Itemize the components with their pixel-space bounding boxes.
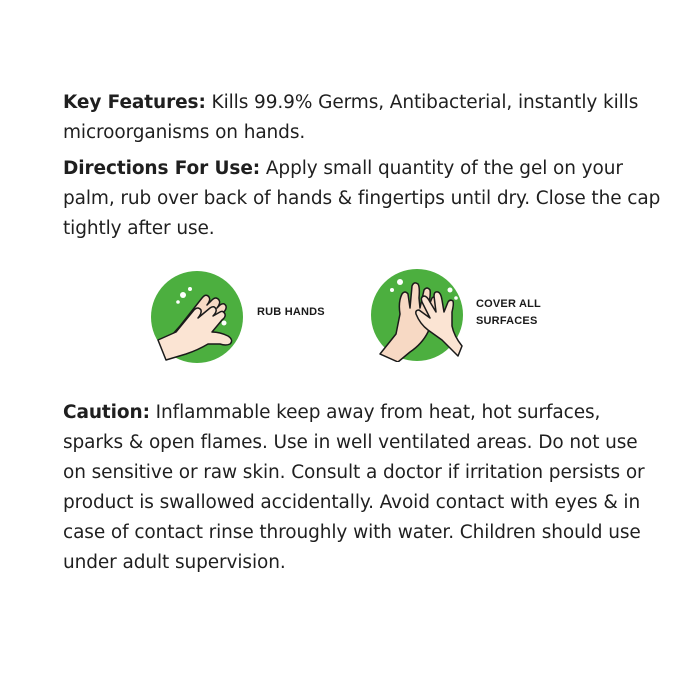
directions-label: Directions For Use: bbox=[63, 158, 261, 179]
cover-surfaces-icon bbox=[370, 268, 464, 362]
cover-surfaces-label-line2: SURFACES bbox=[476, 315, 538, 327]
caution-paragraph bbox=[63, 398, 663, 578]
key-features-paragraph bbox=[63, 88, 663, 148]
rub-hands-icon bbox=[150, 270, 244, 364]
key-features-label: Key Features: bbox=[63, 92, 206, 113]
usage-steps bbox=[150, 270, 570, 370]
rub-hands-label: RUB HANDS bbox=[257, 306, 325, 318]
caution-label: Caution: bbox=[63, 402, 150, 423]
directions-text: Apply small quantity of the gel on your palm, rub over back of hands & fingertips until dry. Close the cap tightly after use. bbox=[63, 158, 661, 239]
directions-paragraph bbox=[63, 154, 663, 244]
cover-surfaces-label-line1: COVER ALL bbox=[476, 298, 541, 310]
key-features-text: Kills 99.9% Germs, Antibacterial, instantly kills microorganisms on hands. bbox=[63, 92, 639, 143]
cover-surfaces-label bbox=[476, 296, 541, 330]
caution-text: Inflammable keep away from heat, hot surfaces, sparks & open flames. Use in well ventilated areas. Do not use on sensitive or raw skin. Consult a doctor if irritation persists or product is swallowed accidentally. Avoid contact with eyes & in case of contact rinse throughly with water. Children should use under adult supervision. bbox=[63, 402, 645, 573]
